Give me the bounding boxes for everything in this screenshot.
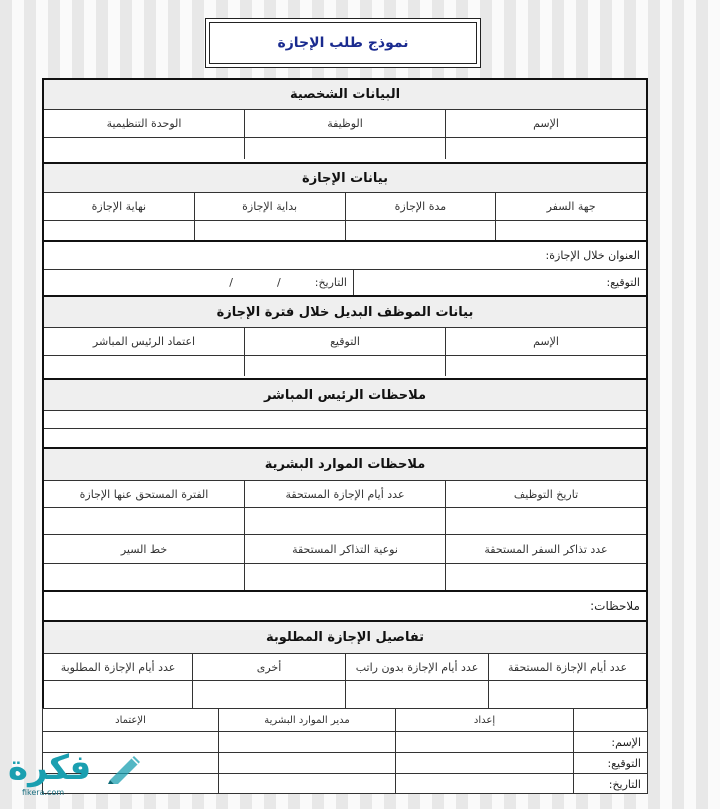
hr-values-row-1 bbox=[44, 507, 646, 534]
watermark-logo-text: فكرة bbox=[8, 748, 92, 788]
section-substitute bbox=[44, 295, 646, 327]
leave-duration-label: مدة الإجازة bbox=[345, 193, 496, 220]
leave-address-row bbox=[44, 240, 646, 269]
leave-date-sep1: / bbox=[277, 276, 281, 289]
leave-date-sep2: / bbox=[229, 276, 234, 289]
personal-name-label: الإسم bbox=[445, 110, 646, 137]
substitute-approval-label: اعتماد الرئيس المباشر bbox=[92, 335, 196, 348]
substitute-heading: بيانات الموظف البديل خلال فترة الإجازة bbox=[44, 297, 646, 327]
details-due-days-field[interactable] bbox=[488, 681, 646, 708]
leave-destination-label: جهة السفر bbox=[495, 193, 646, 220]
substitute-values-row bbox=[44, 355, 646, 376]
leave-signature-row bbox=[44, 269, 646, 295]
personal-heading: البيانات الشخصية bbox=[44, 80, 646, 109]
details-due-days-label: عدد أيام الإجازة المستحقة bbox=[488, 654, 646, 680]
signatures-signature-label: التوقيع: bbox=[573, 753, 647, 773]
section-hr-notes bbox=[44, 447, 646, 480]
substitute-labels-row bbox=[44, 327, 646, 355]
details-requested-days-field[interactable] bbox=[44, 681, 192, 708]
leave-heading: بيانات الإجازة bbox=[44, 164, 646, 192]
signatures-header-row bbox=[43, 709, 647, 731]
substitute-approval-field[interactable] bbox=[44, 356, 244, 376]
details-heading: تفاصيل الإجازة المطلوبة bbox=[44, 622, 646, 653]
manager-notes-line-2[interactable] bbox=[44, 428, 646, 444]
hr-labels-row-2 bbox=[44, 534, 646, 563]
signatures-hr-manager-label: مدير الموارد البشرية bbox=[218, 709, 395, 731]
hr-due-period-field[interactable] bbox=[44, 508, 244, 534]
details-unpaid-days-label: عدد أيام الإجازة بدون راتب bbox=[345, 654, 488, 680]
signatures-name-prepared-field[interactable] bbox=[395, 732, 573, 752]
section-personal bbox=[44, 80, 646, 109]
details-unpaid-days-field[interactable] bbox=[345, 681, 488, 708]
hr-tickets-type-field[interactable] bbox=[244, 564, 445, 590]
details-labels-row bbox=[44, 653, 646, 680]
section-details bbox=[44, 620, 646, 653]
hr-route-field[interactable] bbox=[44, 564, 244, 590]
leave-signature-label[interactable]: التوقيع: bbox=[353, 270, 646, 295]
hr-due-period-label: الفترة المستحق عنها الإجازة bbox=[79, 487, 209, 501]
leave-duration-field[interactable] bbox=[345, 221, 496, 240]
leave-destination-field[interactable] bbox=[495, 221, 646, 240]
personal-job-field[interactable] bbox=[244, 138, 445, 159]
hr-values-row-2 bbox=[44, 563, 646, 590]
details-other-field[interactable] bbox=[192, 681, 345, 708]
signatures-prepared-label: إعداد bbox=[395, 709, 573, 731]
form-title: نموذج طلب الإجازة bbox=[209, 22, 477, 64]
substitute-signature-field[interactable] bbox=[244, 356, 445, 376]
signatures-name-hr-field[interactable] bbox=[218, 732, 395, 752]
personal-name-field[interactable] bbox=[445, 138, 646, 159]
personal-labels-row bbox=[44, 109, 646, 137]
leave-values-row bbox=[44, 220, 646, 240]
leave-end-field[interactable] bbox=[44, 221, 194, 240]
title-box bbox=[205, 18, 481, 68]
manager-notes-field-2[interactable] bbox=[44, 429, 646, 444]
details-requested-days-label: عدد أيام الإجازة المطلوبة bbox=[60, 660, 176, 674]
manager-notes-field-1[interactable] bbox=[44, 411, 646, 428]
hr-remarks-label[interactable]: ملاحظات: bbox=[590, 599, 640, 613]
manager-notes-line-1[interactable] bbox=[44, 410, 646, 428]
leave-start-label: بداية الإجازة bbox=[194, 193, 345, 220]
signatures-signature-prepared-field[interactable] bbox=[395, 753, 573, 773]
hr-tickets-count-label: عدد تذاكر السفر المستحقة bbox=[445, 535, 646, 563]
section-manager-notes bbox=[44, 378, 646, 410]
leave-address-label[interactable]: العنوان خلال الإجازة: bbox=[545, 249, 640, 262]
section-leave bbox=[44, 162, 646, 192]
signatures-date-prepared-field[interactable] bbox=[395, 774, 573, 794]
signatures-signature-hr-field[interactable] bbox=[218, 753, 395, 773]
hr-tickets-type-label: نوعية التذاكر المستحقة bbox=[244, 535, 445, 563]
substitute-signature-label: التوقيع bbox=[244, 328, 445, 355]
hr-route-label: خط السير bbox=[120, 542, 168, 556]
hr-hire-date-field[interactable] bbox=[445, 508, 646, 534]
details-other-label: أخرى bbox=[192, 654, 345, 680]
leave-request-form bbox=[42, 78, 648, 790]
personal-values-row bbox=[44, 137, 646, 159]
substitute-name-label: الإسم bbox=[445, 328, 646, 355]
substitute-name-field[interactable] bbox=[445, 356, 646, 376]
personal-job-label: الوظيفة bbox=[244, 110, 445, 137]
watermark-site: fikera.com bbox=[22, 788, 65, 797]
signatures-approval-label: الإعتماد bbox=[115, 714, 146, 726]
hr-tickets-count-field[interactable] bbox=[445, 564, 646, 590]
signatures-date-label: التاريخ: bbox=[573, 774, 647, 794]
hr-notes-heading: ملاحظات الموارد البشرية bbox=[44, 449, 646, 480]
signatures-date-hr-field[interactable] bbox=[218, 774, 395, 794]
personal-unit-field[interactable] bbox=[44, 138, 244, 159]
hr-remarks-row bbox=[44, 590, 646, 620]
signatures-name-label: الإسم: bbox=[573, 732, 647, 752]
leave-end-label: نهاية الإجازة bbox=[91, 200, 147, 213]
personal-unit-label: الوحدة التنظيمية bbox=[106, 117, 182, 130]
manager-notes-heading: ملاحظات الرئيس المباشر bbox=[44, 380, 646, 410]
site-watermark-logo bbox=[6, 748, 156, 800]
hr-hire-date-label: تاريخ التوظيف bbox=[445, 481, 646, 507]
leave-labels-row bbox=[44, 192, 646, 220]
leave-start-field[interactable] bbox=[194, 221, 345, 240]
pencil-icon bbox=[104, 750, 144, 784]
hr-labels-row-1 bbox=[44, 480, 646, 507]
leave-date-field[interactable] bbox=[44, 270, 353, 295]
leave-date-label: التاريخ: bbox=[314, 276, 347, 289]
hr-due-days-label: عدد أيام الإجازة المستحقة bbox=[244, 481, 445, 507]
signatures-corner-cell bbox=[573, 709, 647, 731]
details-values-row bbox=[44, 680, 646, 708]
hr-due-days-field[interactable] bbox=[244, 508, 445, 534]
